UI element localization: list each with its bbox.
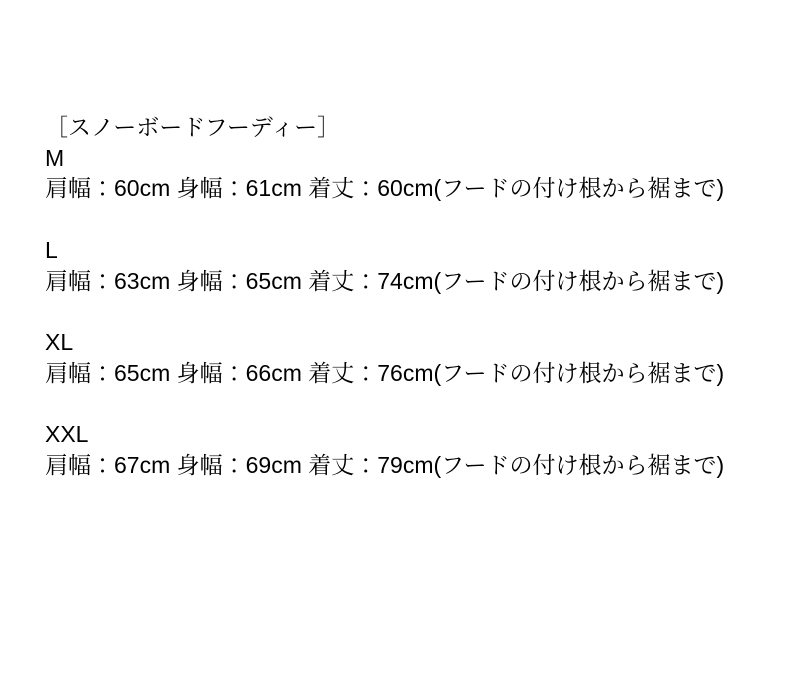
size-label: XXL [45, 420, 89, 447]
product-title: ［スノーボードフーディー］ [45, 114, 341, 140]
size-block-xl [45, 327, 778, 388]
size-block-l [45, 235, 778, 296]
size-measurements: 肩幅：67cm 身幅：69cm 着丈：79cm(フードの付け根から裾まで) [45, 451, 725, 478]
size-label: XL [45, 328, 74, 355]
size-measurements: 肩幅：60cm 身幅：61cm 着丈：60cm(フードの付け根から裾まで) [45, 175, 725, 202]
size-block-xxl [45, 419, 778, 480]
size-measurements: 肩幅：65cm 身幅：66cm 着丈：76cm(フードの付け根から裾まで) [45, 359, 725, 386]
size-label: M [45, 144, 65, 171]
size-block-m [45, 143, 778, 204]
size-measurements: 肩幅：63cm 身幅：65cm 着丈：74cm(フードの付け根から裾まで) [45, 267, 725, 294]
size-label: L [45, 236, 58, 263]
